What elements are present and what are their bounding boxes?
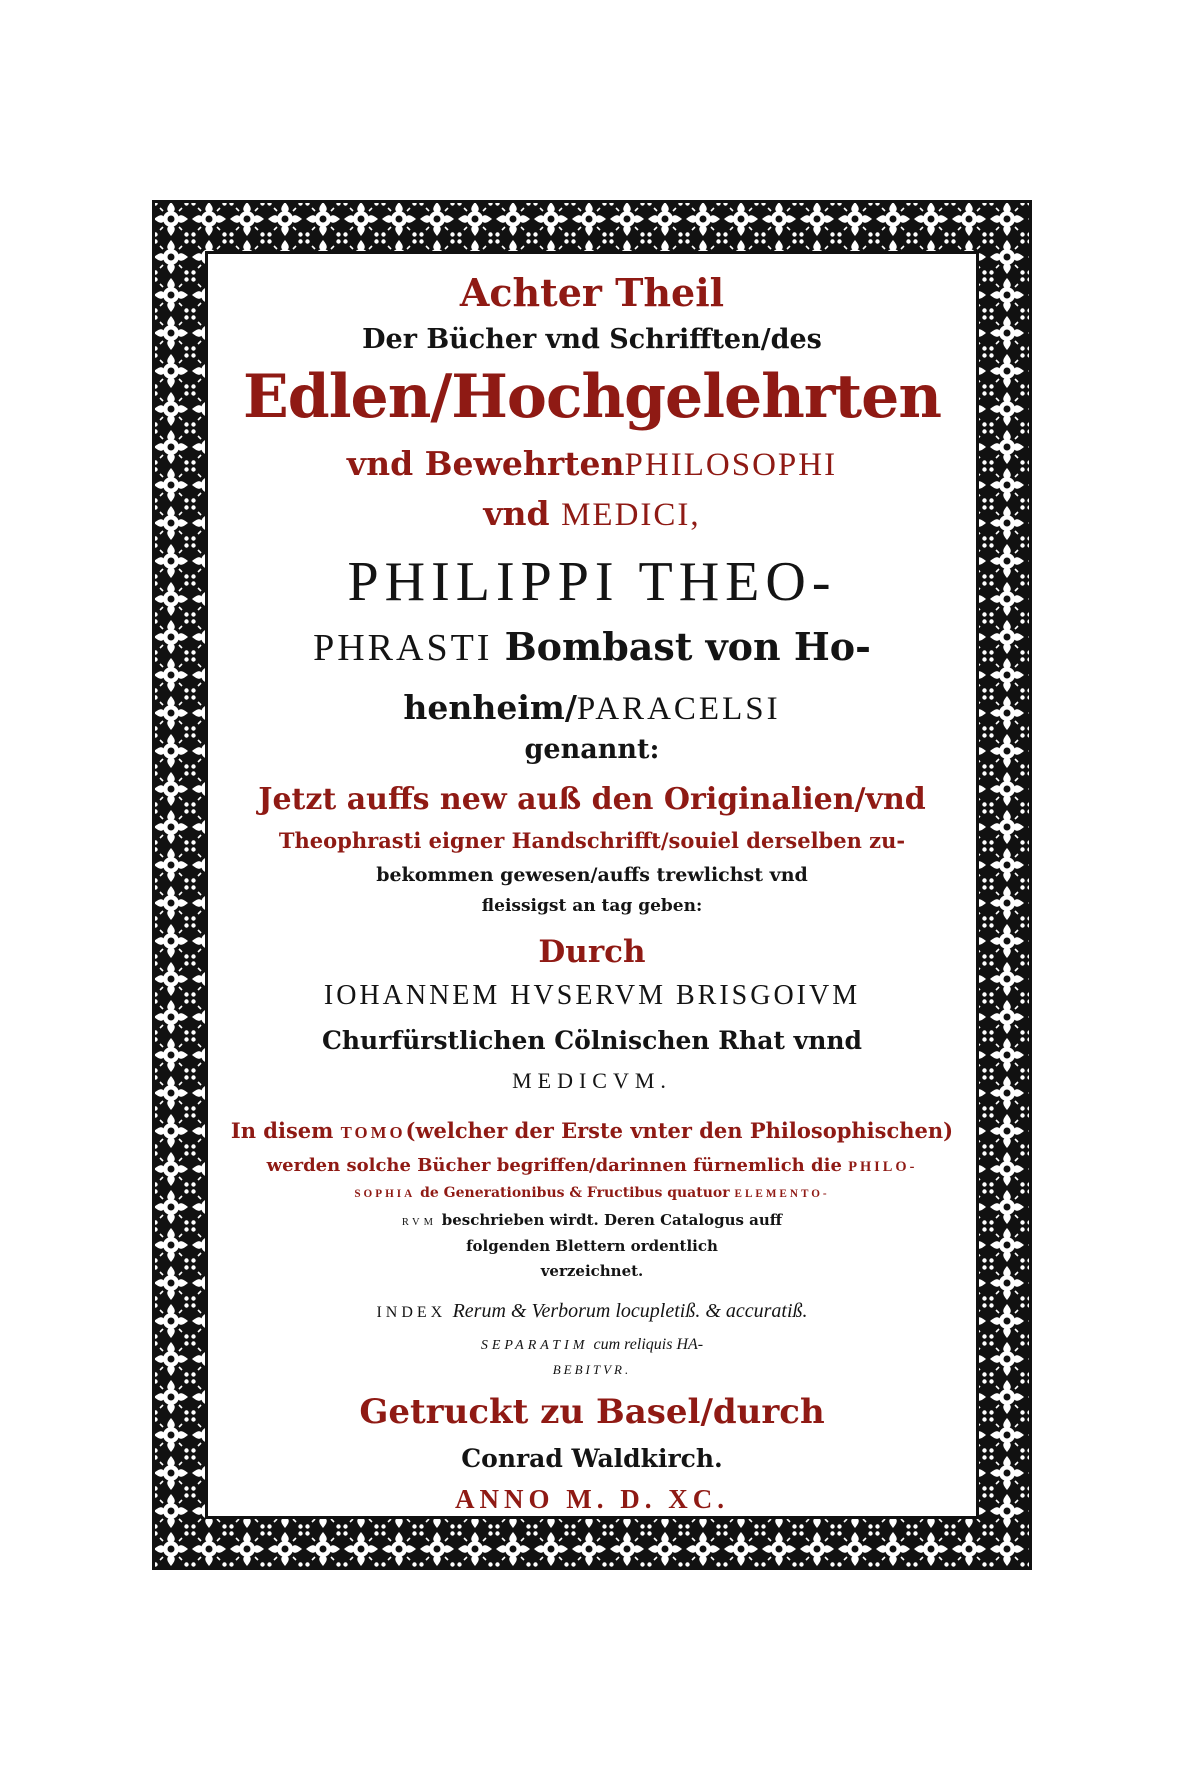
- contents-line-1: [224, 1118, 960, 1143]
- tomo-word: TOMO: [340, 1123, 406, 1142]
- contents-line-1a: In disem: [230, 1118, 334, 1143]
- separatim-word: SEPARATIM: [480, 1338, 589, 1353]
- phrasti-word: PHRASTI: [313, 627, 493, 669]
- contents-line-4: [224, 1211, 960, 1229]
- editor-name-line: IOHANNEM HVSERVM BRISGOIVM: [323, 980, 861, 1011]
- printer-line: Getruckt zu Basel/durch: [359, 1392, 825, 1432]
- edition-line-3: bekommen gewesen/auffs trewlichst vnd: [376, 864, 808, 886]
- edition-line-4: fleissigst an tag geben:: [481, 896, 703, 916]
- medici-line-prefix: vnd: [483, 494, 550, 533]
- medicum-line: MEDICVM.: [512, 1068, 672, 1093]
- philo-word: PHILO-: [848, 1159, 918, 1175]
- medici-word: MEDICI,: [561, 497, 701, 533]
- imprint-year: ANNO M. D. XC.: [455, 1484, 729, 1514]
- title-page-frame: [152, 200, 1032, 1570]
- rum-word: RVM: [401, 1217, 437, 1228]
- contents-line-6: verzeichnet.: [540, 1262, 644, 1280]
- separatim-rest: cum reliquis HA-: [593, 1336, 704, 1353]
- sophia-word: SOPHIA: [354, 1188, 416, 1200]
- paracelsi-word: PARACELSI: [576, 691, 781, 727]
- contents-line-2a: werden solche Bücher begriffen/darinnen fürnemlich die: [266, 1155, 842, 1176]
- henheim-word: henheim/: [403, 688, 577, 727]
- index-line: [224, 1298, 960, 1323]
- author-name-line-2: [224, 624, 960, 670]
- books-writings-line: Der Bücher vnd Schrifften/des: [362, 324, 822, 355]
- medici-line: [224, 494, 960, 534]
- contents-line-4b: beschrieben wirdt. Deren Catalogus auff: [441, 1211, 783, 1229]
- elemento-word: ELEMENTO-: [734, 1188, 830, 1200]
- index-description: Rerum & Verborum locupletiß. & accuratiß.: [452, 1300, 808, 1322]
- separatim-line: [224, 1334, 960, 1354]
- printer-name-line: Conrad Waldkirch.: [461, 1444, 723, 1473]
- contents-line-3b: de Generationibus & Fructibus quatuor: [420, 1185, 730, 1201]
- index-word: INDEX: [376, 1304, 447, 1321]
- contents-line-2: [224, 1155, 960, 1176]
- philosophi-line: [224, 444, 960, 484]
- contents-line-1c: (welcher der Erste vnter den Philosophischen): [405, 1118, 954, 1143]
- part-heading: Achter Theil: [459, 270, 725, 315]
- contents-line-3: [224, 1185, 960, 1201]
- edition-line-1: Jetzt auffs new auß den Originalien/vnd: [258, 782, 926, 817]
- editor-title-line: Churfürstlichen Cölnischen Rhat vnnd: [321, 1026, 863, 1055]
- title-page-text: [224, 262, 960, 1514]
- bombast-von-ho: Bombast von Ho-: [504, 624, 871, 669]
- author-name-line-3: [224, 688, 960, 728]
- genannt-line: genannt:: [524, 734, 660, 765]
- philosophi-word: PHILOSOPHI: [624, 447, 838, 483]
- contents-line-5: folgenden Blettern ordentlich: [466, 1237, 718, 1255]
- author-name-line-1: PHILIPPI THEO-: [347, 551, 837, 613]
- edition-line-2: Theophrasti eigner Handschrifft/souiel derselben zu-: [278, 828, 906, 853]
- bebitur-line: BEBITVR.: [552, 1362, 632, 1377]
- philosophi-line-prefix: vnd Bewehrten: [346, 444, 625, 483]
- honorific-heading: Edlen/Hochgelehrten: [243, 362, 941, 432]
- durch-line: Durch: [538, 934, 646, 970]
